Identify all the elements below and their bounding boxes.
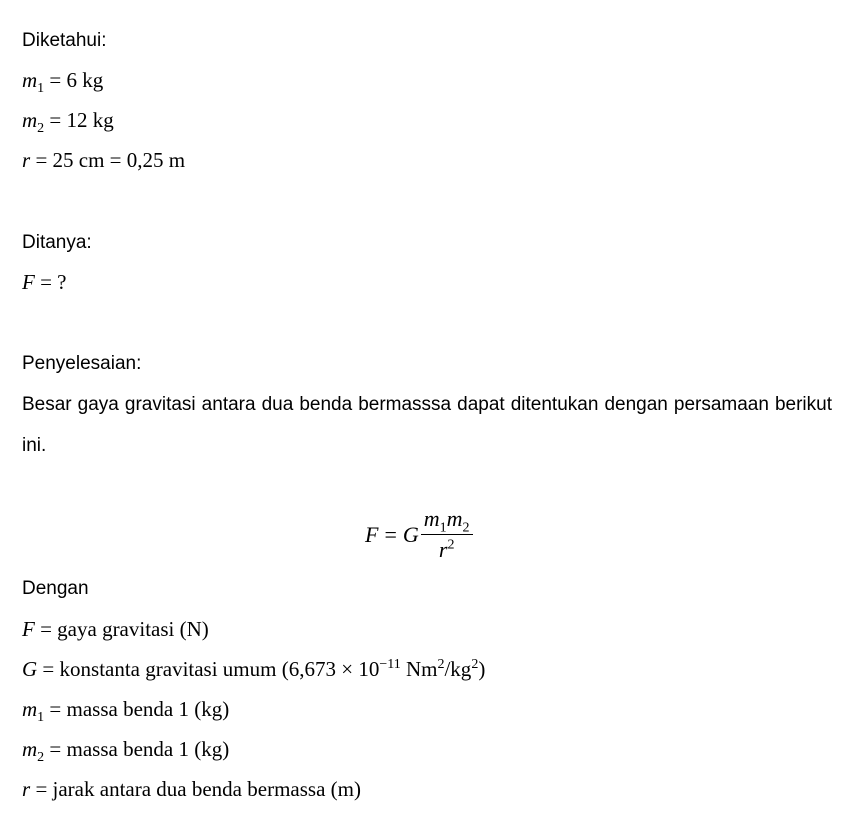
definition-g: G = konstanta gravitasi umum ($6,673 \times 10^{-11}$ $Nm^2/kg^2$) (22, 657, 486, 681)
r-value: 25 cm = 0,25 m (52, 148, 186, 172)
known-m1: $m_1 = 6$ kg (22, 68, 104, 97)
known-heading: Diketahui: (22, 30, 107, 51)
definition-f: F = gaya gravitasi (N) (22, 617, 209, 641)
asked-value: ? (57, 270, 67, 294)
known-r: r = 25 cm = 0,25 m (22, 148, 186, 172)
formula-g: G (402, 521, 419, 547)
known-m2: $m_2 = 12$ kg (22, 108, 114, 137)
m2-value: 12 kg (66, 108, 114, 132)
asked-f: F = ? (22, 270, 67, 294)
asked-heading: Ditanya: (22, 232, 92, 253)
definition-r: r = jarak antara dua benda bermassa (m) (22, 777, 361, 801)
formula-denominator: $r^2$ (438, 537, 455, 562)
definition-m1: $m_1$ = massa benda 1 (kg) (22, 697, 230, 726)
definitions-heading: Dengan (22, 578, 89, 599)
formula-numerator: $m_1m_2$ (421, 506, 473, 535)
formula-fraction (421, 506, 473, 563)
definition-m2: $m_2$ = massa benda 1 (kg) (22, 737, 230, 766)
formula-lhs: F (365, 521, 379, 547)
solution-paragraph: Besar gaya gravitasi antara dua benda bermasssa dapat ditentukan dengan persamaan berikut ini. (22, 394, 832, 456)
solution-heading: Penyelesaian: (22, 353, 142, 374)
m1-value: 6 kg (66, 68, 104, 92)
gravity-formula: F = G $\frac{m_1m_2}{r^2}$ (365, 506, 473, 563)
